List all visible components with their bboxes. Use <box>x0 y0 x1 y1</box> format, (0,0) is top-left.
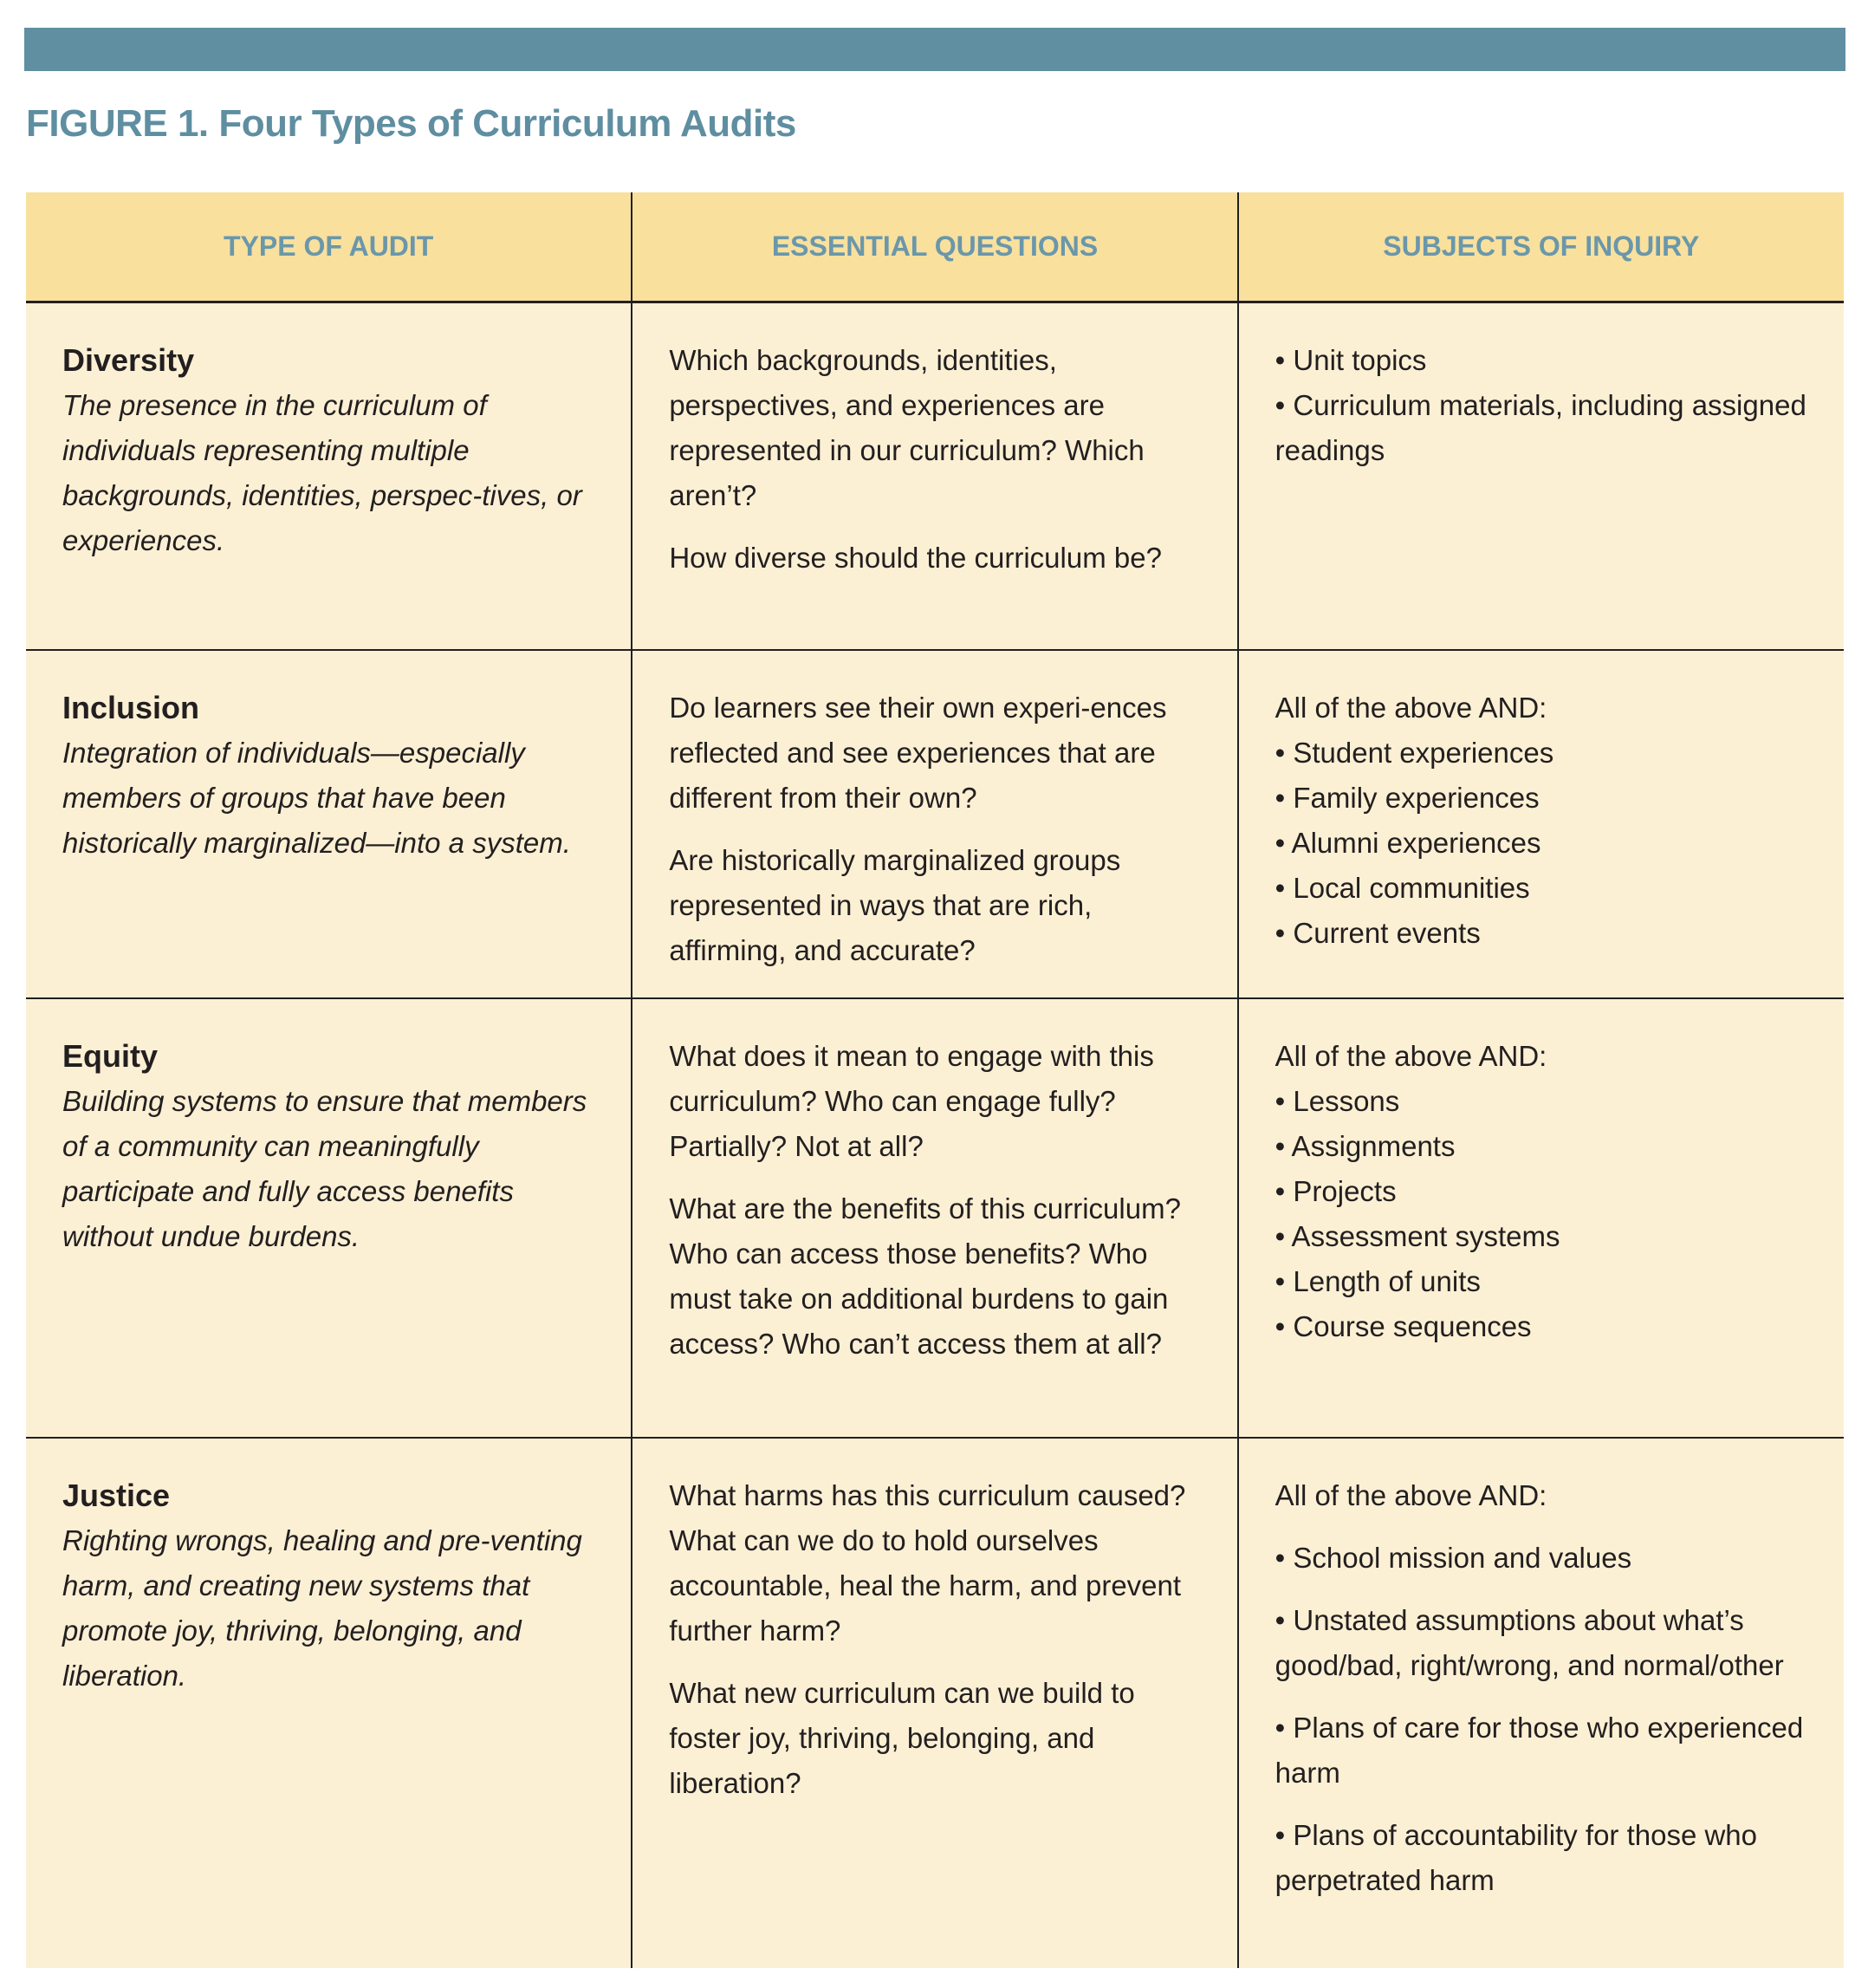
essential-question: What does it mean to engage with this curriculum? Who can engage fully? Partially? Not at all? <box>669 1040 1154 1162</box>
header-row <box>26 192 1844 302</box>
subjects-cell <box>1238 650 1844 998</box>
subjects-cell <box>1238 302 1844 650</box>
subject-item: • Unit topics <box>1275 343 1427 376</box>
subjects-cell <box>1238 998 1844 1438</box>
essential-question: How diverse should the curriculum be? <box>669 541 1162 574</box>
audit-definition: The presence in the curriculum of individuals representing multiple backgrounds, identities, perspec-tives, or experiences. <box>62 388 582 556</box>
essential-question: What harms has this curriculum caused? What can we do to hold ourselves accountable, heal the harm, and prevent further harm? <box>669 1479 1186 1647</box>
questions-cell <box>632 998 1237 1438</box>
questions-cell <box>632 1438 1237 1968</box>
subject-item: • Family experiences <box>1275 782 1540 814</box>
figure-title: FIGURE 1. Four Types of Curriculum Audits <box>26 102 796 145</box>
top-banner <box>24 28 1845 71</box>
audit-definition: Building systems to ensure that members of a community can meaningfully participate and fully access benefits without undue burdens. <box>62 1085 587 1252</box>
header-subjects: SUBJECTS OF INQUIRY <box>1238 192 1844 302</box>
audit-definition: Righting wrongs, healing and pre-venting harm, and creating new systems that promote joy, thriving, belonging, and liberation. <box>62 1524 582 1692</box>
essential-question: Are historically marginalized groups represented in ways that are rich, affirming, and accurate? <box>669 844 1121 966</box>
subject-item: • Projects <box>1275 1175 1397 1207</box>
subject-item: All of the above AND: <box>1275 1479 1547 1511</box>
questions-cell <box>632 650 1237 998</box>
table-row <box>26 998 1844 1438</box>
table-row <box>26 302 1844 650</box>
essential-question: Which backgrounds, identities, perspectives, and experiences are represented in our curriculum? Which aren’t? <box>669 343 1145 511</box>
type-cell <box>26 998 632 1438</box>
audit-name: Diversity <box>62 341 195 378</box>
subjects-cell <box>1238 1438 1844 1968</box>
audit-name: Equity <box>62 1038 159 1074</box>
type-cell <box>26 650 632 998</box>
subject-item: • Assignments <box>1275 1130 1456 1162</box>
questions-cell <box>632 302 1237 650</box>
subject-item: • Assessment systems <box>1275 1220 1560 1252</box>
audit-table <box>26 192 1844 1968</box>
subject-item: • Student experiences <box>1275 737 1554 769</box>
subject-item: • Course sequences <box>1275 1310 1532 1342</box>
essential-question: What are the benefits of this curriculum? Who can access those benefits? Who must take on additional burdens to gain access? Who can’t access them at all? <box>669 1192 1181 1360</box>
essential-question: Do learners see their own experi-ences reflected and see experiences that are different from their own? <box>669 692 1167 814</box>
audit-name: Inclusion <box>62 690 200 725</box>
audit-name: Justice <box>62 1478 171 1513</box>
subject-item: • School mission and values <box>1275 1542 1632 1574</box>
subject-item: • Length of units <box>1275 1265 1481 1297</box>
type-cell <box>26 302 632 650</box>
subject-item: All of the above AND: <box>1275 692 1547 724</box>
subject-item: • Lessons <box>1275 1085 1400 1117</box>
subject-item: • Current events <box>1275 917 1481 949</box>
subject-item: All of the above AND: <box>1275 1040 1547 1072</box>
audit-definition: Integration of individuals—especially members of groups that have been historically marginalized—into a system. <box>62 737 571 859</box>
essential-question: What new curriculum can we build to foster joy, thriving, belonging, and liberation? <box>669 1677 1135 1799</box>
subject-item: • Curriculum materials, including assigned readings <box>1275 388 1806 466</box>
subject-item: • Alumni experiences <box>1275 827 1541 859</box>
subject-item: • Plans of accountability for those who perpetrated harm <box>1275 1819 1758 1896</box>
subject-item: • Plans of care for those who experienced harm <box>1275 1712 1804 1789</box>
table-row <box>26 650 1844 998</box>
header-questions: ESSENTIAL QUESTIONS <box>632 192 1237 302</box>
subject-item: • Unstated assumptions about what’s good/bad, right/wrong, and normal/other <box>1275 1604 1784 1681</box>
type-cell <box>26 1438 632 1968</box>
subject-item: • Local communities <box>1275 872 1530 904</box>
table-row <box>26 1438 1844 1968</box>
header-type: TYPE OF AUDIT <box>26 192 632 302</box>
